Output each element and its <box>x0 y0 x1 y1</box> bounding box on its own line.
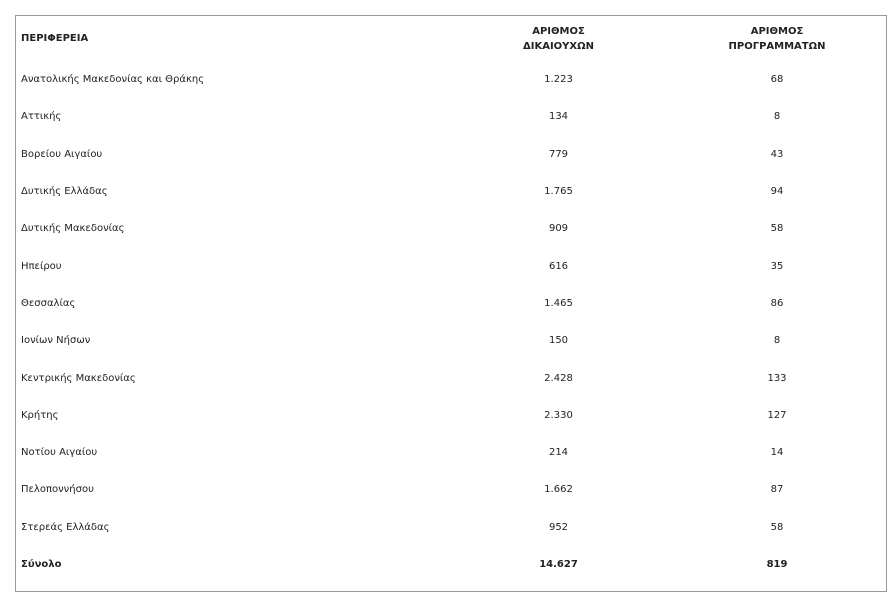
table-row <box>16 173 886 210</box>
cell-programs: 127 <box>767 409 787 421</box>
table-row <box>16 434 886 471</box>
cell-region: Κρήτης <box>21 409 59 421</box>
cell-beneficiaries: 1.223 <box>544 74 573 86</box>
cell-programs: 87 <box>770 484 784 496</box>
column-header-beneficiaries <box>449 16 668 61</box>
cell-beneficiaries: 214 <box>548 447 569 459</box>
table-row <box>16 98 886 135</box>
column-header-region: ΠΕΡΙΦΕΡΕΙΑ <box>21 33 89 44</box>
cell-beneficiaries: 150 <box>548 335 569 347</box>
table-row <box>16 359 886 396</box>
regional-table-container <box>15 15 887 592</box>
table-row <box>16 322 886 359</box>
cell-region: Βορείου Αιγαίου <box>21 148 103 160</box>
cell-beneficiaries: 909 <box>548 223 569 235</box>
column-header-programs-line-1: ΑΡΙΘΜΟΣ <box>750 25 804 37</box>
cell-beneficiaries: 2.428 <box>544 372 573 384</box>
cell-region: Κεντρικής Μακεδονίας <box>21 372 136 384</box>
table-row <box>16 471 886 508</box>
cell-programs: 14 <box>770 447 784 459</box>
cell-beneficiaries: 1.765 <box>544 186 573 198</box>
cell-region: Δυτικής Ελλάδας <box>21 186 108 198</box>
table-header-row <box>16 16 886 61</box>
cell-programs: 43 <box>770 148 784 160</box>
cell-beneficiaries: 1.465 <box>544 297 573 309</box>
table-row <box>16 136 886 173</box>
total-programs: 819 <box>766 559 788 570</box>
cell-programs: 35 <box>770 260 784 272</box>
table-total-row <box>16 546 886 583</box>
cell-beneficiaries: 779 <box>548 148 569 160</box>
table-row <box>16 509 886 546</box>
column-header-programs <box>668 16 886 61</box>
cell-region: Πελοποννήσου <box>21 484 94 496</box>
cell-programs: 94 <box>770 186 784 198</box>
column-header-beneficiaries-line-2: ΔΙΚΑΙΟΥΧΩΝ <box>523 40 594 52</box>
total-label: Σύνολο <box>21 559 62 570</box>
cell-region: Δυτικής Μακεδονίας <box>21 223 125 235</box>
cell-programs: 8 <box>773 111 781 123</box>
cell-programs: 133 <box>767 372 787 384</box>
table-row <box>16 397 886 434</box>
cell-programs: 86 <box>770 297 784 309</box>
cell-programs: 68 <box>770 74 784 86</box>
cell-programs: 58 <box>770 521 784 533</box>
table-row <box>16 285 886 322</box>
column-header-programs-line-2: ΠΡΟΓΡΑΜΜΑΤΩΝ <box>728 40 826 52</box>
table-row <box>16 210 886 247</box>
table-row <box>16 247 886 284</box>
column-header-beneficiaries-line-1: ΑΡΙΘΜΟΣ <box>532 25 585 37</box>
cell-region: Ιονίων Νήσων <box>21 335 91 347</box>
cell-beneficiaries: 2.330 <box>544 409 573 421</box>
cell-region: Ηπείρου <box>21 260 62 272</box>
cell-programs: 58 <box>770 223 784 235</box>
cell-beneficiaries: 134 <box>548 111 569 123</box>
cell-region: Θεσσαλίας <box>21 297 76 309</box>
cell-beneficiaries: 1.662 <box>544 484 573 496</box>
cell-region: Στερεάς Ελλάδας <box>21 521 110 533</box>
cell-region: Ανατολικής Μακεδονίας και Θράκης <box>21 74 205 86</box>
cell-beneficiaries: 952 <box>548 521 569 533</box>
table-row <box>16 61 886 98</box>
cell-region: Αττικής <box>21 111 62 123</box>
cell-programs: 8 <box>773 335 781 347</box>
regional-beneficiaries-table <box>16 16 886 583</box>
cell-beneficiaries: 616 <box>548 260 569 272</box>
total-beneficiaries: 14.627 <box>539 559 578 570</box>
cell-region: Νοτίου Αιγαίου <box>21 447 98 459</box>
